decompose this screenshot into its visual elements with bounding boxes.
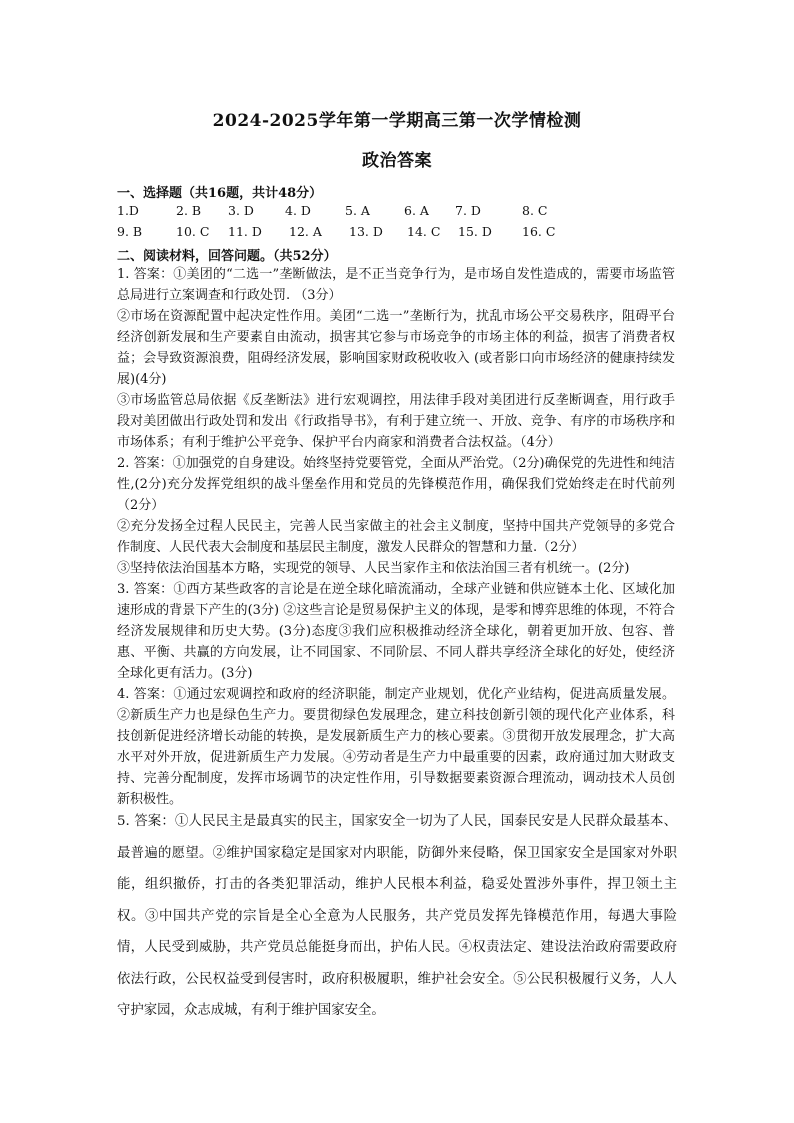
mc-answer: 5. A: [345, 203, 370, 218]
question5-answer: [117, 806, 677, 1027]
mc-answer: 6. A: [404, 203, 429, 218]
mc-answer: 14. C: [407, 224, 441, 239]
section2-heading: 二、阅读材料，回答问题。（共52分）: [117, 249, 337, 264]
mc-answer: 4. D: [285, 203, 311, 218]
answer-paragraph: 1. 答案：①美团的“二选一”垄断做法，是不正当竞争行为，是市场自发性造成的，需要市场监管总局进行立案调查和行政处罚. （3分）: [117, 267, 675, 303]
mc-answers-row-2: [117, 224, 677, 242]
answer-paragraph: 5. 答案：①人民民主是最真实的民主，国家安全一切为了人民，国泰民安是人民群众最基本、最普遍的愿望。②维护国家稳定是国家对内职能，防御外来侵略，保卫国家安全是国家对外职能，组织撤侨，打击的各类犯罪活动，维护人民根本利益，稳妥处置涉外事件，捍卫领土主权。③中国共产党的宗旨是全心全意为人民服务，共产党员发挥先锋模范作用，每遇大事险情，人民受到威胁，共产党员总能挺身而出，护佑人民。④权责法定、建设法治政府需要政府依法行政，公民权益受到侵害时，政府积极履职，维护社会安全。⑤公民积极履行义务，人人守护家园，众志成城，有利于维护国家安全。: [117, 814, 677, 1018]
answer-paragraph: ②市场在资源配置中起决定性作用。美团“二选一”垄断行为，扰乱市场公平交易秩序，阻碍平台经济创新发展和生产要素自由流动，损害其它参与市场竞争的市场主体的利益，损害了消费者权益；会导致资源浪费，阻碍经济发展，影响国家财政税收收入 (或者影口向市场经济的健康持续发展)(4分): [117, 309, 675, 387]
section2-answers: [117, 264, 675, 810]
answer-paragraph: 2. 答案：①加强党的自身建设。始终坚持党要管党，全面从严治党。（2分)确保党的先进性和纯洁性,(2分)充分发挥党组织的战斗堡垒作用和党员的先锋模范作用，确保我们党始终走在时代前列（2分）: [117, 456, 675, 513]
mc-answer: 3. D: [228, 203, 254, 218]
section1-heading: 一、选择题（共16题，共计48分）: [117, 186, 323, 201]
page-subtitle: 政治答案: [362, 151, 432, 171]
answer-paragraph: 4. 答案：①通过宏观调控和政府的经济职能，制定产业规划，优化产业结构，促进高质量发展。②新质生产力也是绿色生产力。要贯彻绿色发展理念，建立科技创新引领的现代化产业体系，科技创新促进经济增长动能的转换，是发展新质生产力的核心要素。③贯彻开放发展理念，扩大高水平对外开放，促进新质生产力发展。④劳动者是生产力中最重要的因素，政府通过加大财政支持、完善分配制度，发挥市场调节的决定性作用，引导数据要素资源合理流动，调动技术人员创新积极性。: [117, 687, 675, 807]
mc-answer: 8. C: [522, 203, 548, 218]
mc-answer: 9. B: [117, 224, 143, 239]
answer-paragraph: ③市场监管总局依据《反垄断法》进行宏观调控，用法律手段对美团进行反垄断调查，用行政手段对美团做出行政处罚和发出《行政指导书》，有利于建立统一、开放、竞争、有序的市场秩序和市场体系；有利于维护公平竞争、保护平台内商家和消费者合法权益。（4分）: [117, 393, 675, 450]
mc-answer: 11. D: [228, 224, 262, 239]
answer-paragraph: ②充分发扬全过程人民民主，完善人民当家做主的社会主义制度，坚持中国共产党领导的多党合作制度、人民代表大会制度和基层民主制度，激发人民群众的智慧和力量.（2分）: [117, 519, 675, 555]
mc-answer: 12. A: [289, 224, 322, 239]
mc-answer: 10. C: [176, 224, 210, 239]
mc-answer: 13. D: [349, 224, 383, 239]
mc-answer: 7. D: [455, 203, 481, 218]
mc-answer: 1.D: [117, 203, 139, 218]
page-title: 2024-2025学年第一学期高三第一次学情检测: [212, 111, 582, 131]
mc-answer: 16. C: [522, 224, 556, 239]
answer-paragraph: ③坚持依法治国基本方略，实现党的领导、人民当家作主和依法治国三者有机统一。(2分): [117, 561, 630, 576]
answer-paragraph: 3. 答案：①西方某些政客的言论是在逆全球化暗流涌动，全球产业链和供应链本土化、区域化加速形成的背景下产生的(3分) ②这些言论是贸易保护主义的体现，是零和博弈思维的体现，不符合经济发展规律和历史大势。(3分)态度③我们应积极推动经济全球化，朝着更加开放、包容、普惠、平衡、共赢的方向发展，让不同国家、不同阶层、不同人群共享经济全球化的好处，使经济全球化更有活力。(3分): [117, 582, 675, 681]
mc-answers-row-1: [117, 203, 677, 221]
mc-answer: 2. B: [176, 203, 202, 218]
mc-answer: 15. D: [458, 224, 492, 239]
